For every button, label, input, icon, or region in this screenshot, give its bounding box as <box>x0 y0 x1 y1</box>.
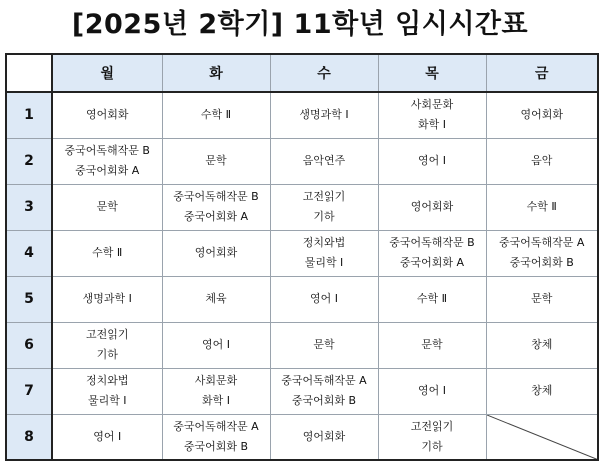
day-header: 월 <box>52 54 162 92</box>
day-header: 화 <box>162 54 270 92</box>
subject-name: 수학 Ⅱ <box>200 108 232 122</box>
subject-name: 화학 Ⅰ <box>418 118 446 132</box>
period-row <box>6 138 598 184</box>
subject-name: 중국어독해작문 B <box>64 144 150 157</box>
subject-cell <box>52 414 162 460</box>
period-number: 6 <box>6 322 52 368</box>
subject-name: 영어회화 <box>520 108 563 122</box>
subject-cell <box>378 322 486 368</box>
page-title: [2025년 2학기] 11학년 임시시간표 <box>71 8 529 40</box>
period-row <box>6 92 598 138</box>
subject-name: 수학 Ⅱ <box>92 246 123 259</box>
subject-name: 영어회화 <box>410 200 454 213</box>
subject-cell <box>378 230 486 276</box>
subject-name: 생명과학 Ⅰ <box>299 108 349 122</box>
subject-name: 중국어회화 A <box>399 256 465 269</box>
day-header: 목 <box>378 54 486 92</box>
subject-name: 수학 Ⅱ <box>416 292 448 305</box>
subject-cell <box>270 92 378 138</box>
subject-name: 영어회화 <box>302 429 346 443</box>
timetable <box>5 53 599 461</box>
subject-cell <box>270 368 378 414</box>
subject-cell <box>270 276 378 322</box>
subject-cell <box>486 368 598 414</box>
subject-name: 문학 <box>421 338 443 351</box>
period-number: 7 <box>6 368 52 414</box>
subject-name: 중국어회화 B <box>291 394 357 407</box>
subject-cell <box>270 184 378 230</box>
subject-name: 고전읽기 <box>85 328 129 341</box>
subject-cell <box>52 184 162 230</box>
period-row <box>6 322 598 368</box>
period-number: 3 <box>6 184 52 230</box>
timetable-body <box>6 92 598 460</box>
subject-name: 사회문화 <box>194 374 238 387</box>
subject-name: 물리학 Ⅰ <box>87 394 127 407</box>
subject-name: 중국어독해작문 A <box>173 419 259 433</box>
subject-cell <box>162 92 270 138</box>
subject-cell <box>52 138 162 184</box>
subject-name: 중국어회화 B <box>509 256 574 269</box>
subject-name: 영어 Ⅰ <box>93 429 122 443</box>
empty-slot <box>486 414 598 460</box>
subject-name: 영어 Ⅰ <box>310 292 338 305</box>
subject-name: 중국어독해작문 A <box>499 236 585 249</box>
subject-name: 체육 <box>205 292 227 305</box>
subject-cell <box>52 322 162 368</box>
subject-cell <box>52 368 162 414</box>
subject-name: 물리학 Ⅰ <box>304 256 344 269</box>
subject-cell <box>486 92 598 138</box>
subject-cell <box>378 414 486 460</box>
subject-cell <box>270 414 378 460</box>
subject-name: 영어 Ⅰ <box>418 384 446 397</box>
subject-name: 음악 <box>531 154 553 167</box>
subject-cell <box>162 138 270 184</box>
subject-name: 화학 Ⅰ <box>202 394 230 407</box>
subject-name: 영어회화 <box>85 108 129 122</box>
day-header: 금 <box>486 54 598 92</box>
subject-name: 음악연주 <box>302 154 346 167</box>
subject-cell <box>486 230 598 276</box>
subject-name: 고전읽기 <box>410 419 454 433</box>
subject-name: 중국어회화 B <box>183 439 249 453</box>
subject-cell <box>270 138 378 184</box>
day-header: 수 <box>270 54 378 92</box>
subject-cell <box>162 414 270 460</box>
subject-cell <box>486 322 598 368</box>
diagonal-line <box>487 415 598 460</box>
subject-cell <box>52 230 162 276</box>
subject-name: 창체 <box>531 384 553 397</box>
subject-cell <box>378 184 486 230</box>
period-number: 1 <box>6 92 52 138</box>
subject-cell <box>486 276 598 322</box>
subject-name: 사회문화 <box>410 98 454 112</box>
day-header-row <box>6 54 598 92</box>
subject-name: 중국어독해작문 B <box>173 190 259 203</box>
subject-cell <box>52 92 162 138</box>
period-number: 5 <box>6 276 52 322</box>
corner-cell <box>6 54 52 92</box>
subject-cell <box>378 276 486 322</box>
subject-name: 정치와법 <box>85 374 129 387</box>
subject-cell <box>486 138 598 184</box>
subject-cell <box>162 184 270 230</box>
subject-name: 생명과학 Ⅰ <box>82 292 132 305</box>
period-row <box>6 230 598 276</box>
subject-name: 기하 <box>313 210 335 223</box>
subject-cell <box>162 276 270 322</box>
subject-cell <box>378 92 486 138</box>
subject-cell <box>378 138 486 184</box>
subject-cell <box>378 368 486 414</box>
subject-name: 문학 <box>96 200 118 213</box>
subject-name: 중국어회화 A <box>183 210 249 223</box>
period-number: 2 <box>6 138 52 184</box>
subject-cell <box>162 368 270 414</box>
subject-cell <box>270 322 378 368</box>
subject-name: 기하 <box>96 348 118 361</box>
subject-name: 영어 Ⅰ <box>202 338 230 351</box>
period-row <box>6 184 598 230</box>
subject-cell <box>270 230 378 276</box>
subject-name: 중국어독해작문 A <box>281 374 367 387</box>
subject-name: 고전읽기 <box>302 190 346 203</box>
subject-name: 중국어독해작문 B <box>389 236 475 249</box>
subject-name: 중국어회화 A <box>75 164 140 177</box>
subject-name: 문학 <box>313 338 335 351</box>
subject-name: 문학 <box>205 154 227 167</box>
subject-name: 정치와법 <box>302 236 346 249</box>
subject-name: 영어 Ⅰ <box>418 154 446 167</box>
subject-name: 기하 <box>421 439 443 453</box>
subject-name: 문학 <box>531 292 553 305</box>
period-row <box>6 414 598 460</box>
period-row <box>6 276 598 322</box>
subject-name: 창체 <box>531 338 553 351</box>
subject-cell <box>162 230 270 276</box>
subject-cell <box>162 322 270 368</box>
period-row <box>6 368 598 414</box>
subject-cell <box>52 276 162 322</box>
subject-name: 영어회화 <box>194 246 238 259</box>
period-number: 4 <box>6 230 52 276</box>
period-number: 8 <box>6 414 52 460</box>
subject-cell <box>486 184 598 230</box>
subject-name: 수학 Ⅱ <box>526 200 557 213</box>
